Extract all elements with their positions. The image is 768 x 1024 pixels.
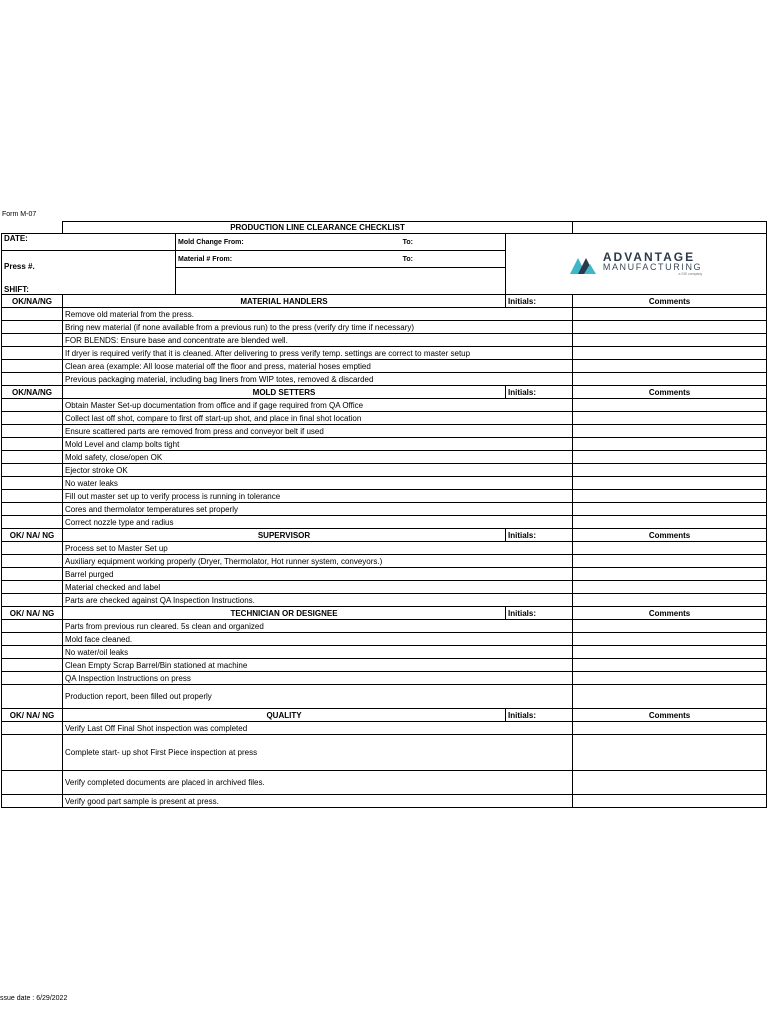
checklist-row: [2, 555, 767, 568]
initials-label: Initials:: [506, 386, 573, 399]
checklist-row: [2, 620, 767, 633]
comments-cell[interactable]: [573, 542, 767, 555]
comments-cell[interactable]: [573, 633, 767, 646]
comments-cell[interactable]: [573, 490, 767, 503]
ok-na-ng-cell[interactable]: [2, 373, 63, 386]
ok-na-ng-cell[interactable]: [2, 555, 63, 568]
logo-cell: [506, 234, 767, 295]
ok-na-ng-cell[interactable]: [2, 477, 63, 490]
ok-na-ng-cell[interactable]: [2, 672, 63, 685]
ok-na-ng-cell[interactable]: [2, 633, 63, 646]
ok-na-ng-label: OK/ NA/ NG: [2, 607, 63, 620]
checklist-row: [2, 321, 767, 334]
ok-na-ng-label: OK/NA/NG: [2, 386, 63, 399]
ok-na-ng-cell[interactable]: [2, 581, 63, 594]
ok-na-ng-cell[interactable]: [2, 412, 63, 425]
checklist-item-text: Obtain Master Set-up documentation from office and if gage required from QA Office: [63, 399, 573, 412]
ok-na-ng-cell[interactable]: [2, 516, 63, 529]
ok-na-ng-cell[interactable]: [2, 425, 63, 438]
ok-na-ng-cell[interactable]: [2, 490, 63, 503]
checklist-item-text: Production report, been filled out properly: [63, 685, 573, 709]
checklist-row: [2, 516, 767, 529]
checklist-item-text: Bring new material (if none available from a previous run) to the press (verify dry time if necessary): [63, 321, 573, 334]
ok-na-ng-label: OK/ NA/ NG: [2, 529, 63, 542]
comments-label: Comments: [573, 295, 767, 308]
checklist-item-text: Mold Level and clamp bolts tight: [63, 438, 573, 451]
comments-label: Comments: [573, 709, 767, 722]
comments-cell[interactable]: [573, 503, 767, 516]
checklist-row: [2, 308, 767, 321]
initials-label: Initials:: [506, 709, 573, 722]
checklist-row: [2, 438, 767, 451]
ok-na-ng-cell[interactable]: [2, 620, 63, 633]
logo-line2: MANUFACTURING: [602, 262, 703, 273]
checklist-row: [2, 735, 767, 771]
form-title: PRODUCTION LINE CLEARANCE CHECKLIST: [63, 222, 573, 234]
ok-na-ng-cell[interactable]: [2, 438, 63, 451]
press-label: Press #.: [2, 251, 176, 282]
ok-na-ng-cell[interactable]: [2, 399, 63, 412]
ok-na-ng-label: OK/NA/NG: [2, 295, 63, 308]
ok-na-ng-cell[interactable]: [2, 464, 63, 477]
ok-na-ng-cell[interactable]: [2, 542, 63, 555]
logo-line1: ADVANTAGE: [602, 250, 696, 265]
ok-na-ng-cell[interactable]: [2, 451, 63, 464]
section-title: TECHNICIAN OR DESIGNEE: [63, 607, 506, 620]
section-title: SUPERVISOR: [63, 529, 506, 542]
checklist-item-text: No water leaks: [63, 477, 573, 490]
comments-cell[interactable]: [573, 581, 767, 594]
checklist-row: [2, 646, 767, 659]
ok-na-ng-cell[interactable]: [2, 308, 63, 321]
comments-cell[interactable]: [573, 795, 767, 808]
ok-na-ng-cell[interactable]: [2, 795, 63, 808]
comments-cell[interactable]: [573, 438, 767, 451]
comments-cell[interactable]: [573, 451, 767, 464]
checklist-item-text: Mold safety, close/open OK: [63, 451, 573, 464]
checklist-row: [2, 334, 767, 347]
section-title: MOLD SETTERS: [63, 386, 506, 399]
ok-na-ng-cell[interactable]: [2, 735, 63, 771]
section-header-row: [2, 529, 767, 542]
comments-cell[interactable]: [573, 555, 767, 568]
checklist-row: [2, 771, 767, 795]
checklist-row: [2, 360, 767, 373]
checklist-item-text: Cores and thermolator temperatures set properly: [63, 503, 573, 516]
clearance-checklist-table: [1, 221, 767, 808]
checklist-row: [2, 795, 767, 808]
comments-cell[interactable]: [573, 334, 767, 347]
comments-cell[interactable]: [573, 672, 767, 685]
comments-label: Comments: [573, 529, 767, 542]
checklist-row: [2, 685, 767, 709]
comments-cell[interactable]: [573, 722, 767, 735]
checklist-item-text: Verify completed documents are placed in archived files.: [63, 771, 573, 795]
checklist-item-text: Parts from previous run cleared. 5s clean and organized: [63, 620, 573, 633]
shift-label: SHIFT:: [2, 282, 176, 295]
checklist-item-text: Clean Empty Scrap Barrel/Bin stationed at machine: [63, 659, 573, 672]
header-blank-field[interactable]: [176, 268, 506, 295]
initials-label: Initials:: [506, 295, 573, 308]
checklist-item-text: Ensure scattered parts are removed from press and conveyor belt if used: [63, 425, 573, 438]
checklist-item-text: Collect last off shot, compare to first off start-up shot, and place in final shot location: [63, 412, 573, 425]
checklist-item-text: Verify good part sample is present at press.: [63, 795, 573, 808]
comments-cell[interactable]: [573, 373, 767, 386]
checklist-row: [2, 464, 767, 477]
comments-cell[interactable]: [573, 659, 767, 672]
comments-cell[interactable]: [573, 685, 767, 709]
checklist-item-text: Complete start- up shot First Piece inspection at press: [63, 735, 573, 771]
ok-na-ng-label: OK/ NA/ NG: [2, 709, 63, 722]
checklist-item-text: No water/oil leaks: [63, 646, 573, 659]
comments-cell[interactable]: [573, 425, 767, 438]
checklist-row: [2, 477, 767, 490]
comments-cell[interactable]: [573, 347, 767, 360]
checklist-item-text: Material checked and label: [63, 581, 573, 594]
ok-na-ng-cell[interactable]: [2, 568, 63, 581]
checklist-item-text: Process set to Master Set up: [63, 542, 573, 555]
checklist-row: [2, 451, 767, 464]
checklist-row: [2, 347, 767, 360]
ok-na-ng-cell[interactable]: [2, 685, 63, 709]
issue-date: ssue date : 6/29/2022: [0, 995, 68, 1002]
checklist-row: [2, 659, 767, 672]
comments-cell[interactable]: [573, 477, 767, 490]
checklist-row: [2, 633, 767, 646]
initials-label: Initials:: [506, 529, 573, 542]
mold-change-field[interactable]: Mold Change From: To:: [176, 234, 506, 251]
comments-cell[interactable]: [573, 771, 767, 795]
checklist-item-text: Ejector stroke OK: [63, 464, 573, 477]
ok-na-ng-cell[interactable]: [2, 321, 63, 334]
checklist-row: [2, 542, 767, 555]
checklist-row: [2, 581, 767, 594]
logo-mark-icon: [570, 254, 600, 274]
checklist-item-text: Verify Last Off Final Shot inspection was completed: [63, 722, 573, 735]
comments-cell[interactable]: [573, 360, 767, 373]
logo-line3: a SIS company: [678, 272, 703, 277]
checklist-item-text: Fill out master set up to verify process is running in tolerance: [63, 490, 573, 503]
comments-cell[interactable]: [573, 568, 767, 581]
comments-cell[interactable]: [573, 516, 767, 529]
comments-cell[interactable]: [573, 594, 767, 607]
comments-cell[interactable]: [573, 412, 767, 425]
comments-cell[interactable]: [573, 308, 767, 321]
checklist-item-text: FOR BLENDS: Ensure base and concentrate are blended well.: [63, 334, 573, 347]
ok-na-ng-cell[interactable]: [2, 334, 63, 347]
comments-cell[interactable]: [573, 735, 767, 771]
checklist-row: [2, 568, 767, 581]
ok-na-ng-cell[interactable]: [2, 503, 63, 516]
checklist-row: [2, 425, 767, 438]
ok-na-ng-cell[interactable]: [2, 347, 63, 360]
comments-cell[interactable]: [573, 321, 767, 334]
checklist-item-text: Previous packaging material, including bag liners from WIP totes, removed & discarded: [63, 373, 573, 386]
checklist-item-text: Clean area (example: All loose material off the floor and press, material hoses emptied: [63, 360, 573, 373]
form-id: Form M-07: [2, 211, 37, 218]
checklist-item-text: Mold face cleaned.: [63, 633, 573, 646]
comments-cell[interactable]: [573, 464, 767, 477]
checklist-item-text: QA Inspection Instructions on press: [63, 672, 573, 685]
ok-na-ng-cell[interactable]: [2, 771, 63, 795]
checklist-row: [2, 594, 767, 607]
checklist-item-text: If dryer is required verify that it is cleaned. After delivering to press verify temp. settings are correct to master setup: [63, 347, 573, 360]
checklist-row: [2, 722, 767, 735]
comments-cell[interactable]: [573, 646, 767, 659]
comments-label: Comments: [573, 607, 767, 620]
section-title: MATERIAL HANDLERS: [63, 295, 506, 308]
company-logo: [508, 251, 764, 277]
section-header-row: [2, 386, 767, 399]
section-title: QUALITY: [63, 709, 506, 722]
section-header-row: [2, 295, 767, 308]
comments-label: Comments: [573, 386, 767, 399]
date-label: DATE:: [2, 234, 176, 251]
section-header-row: [2, 709, 767, 722]
comments-cell[interactable]: [573, 399, 767, 412]
comments-cell[interactable]: [573, 620, 767, 633]
checklist-row: [2, 399, 767, 412]
ok-na-ng-cell[interactable]: [2, 646, 63, 659]
checklist-row: [2, 412, 767, 425]
section-header-row: [2, 607, 767, 620]
checklist-row: [2, 373, 767, 386]
initials-label: Initials:: [506, 607, 573, 620]
checklist-item-text: Parts are checked against QA Inspection Instructions.: [63, 594, 573, 607]
material-field[interactable]: Material # From: To:: [176, 251, 506, 268]
checklist-item-text: Correct nozzle type and radius: [63, 516, 573, 529]
checklist-row: [2, 503, 767, 516]
ok-na-ng-cell[interactable]: [2, 360, 63, 373]
checklist-row: [2, 490, 767, 503]
ok-na-ng-cell[interactable]: [2, 594, 63, 607]
checklist-item-text: Auxiliary equipment working properly (Dryer, Thermolator, Hot runner system, conveyors.): [63, 555, 573, 568]
checklist-row: [2, 672, 767, 685]
ok-na-ng-cell[interactable]: [2, 659, 63, 672]
checklist-item-text: Barrel purged: [63, 568, 573, 581]
ok-na-ng-cell[interactable]: [2, 722, 63, 735]
checklist-item-text: Remove old material from the press.: [63, 308, 573, 321]
